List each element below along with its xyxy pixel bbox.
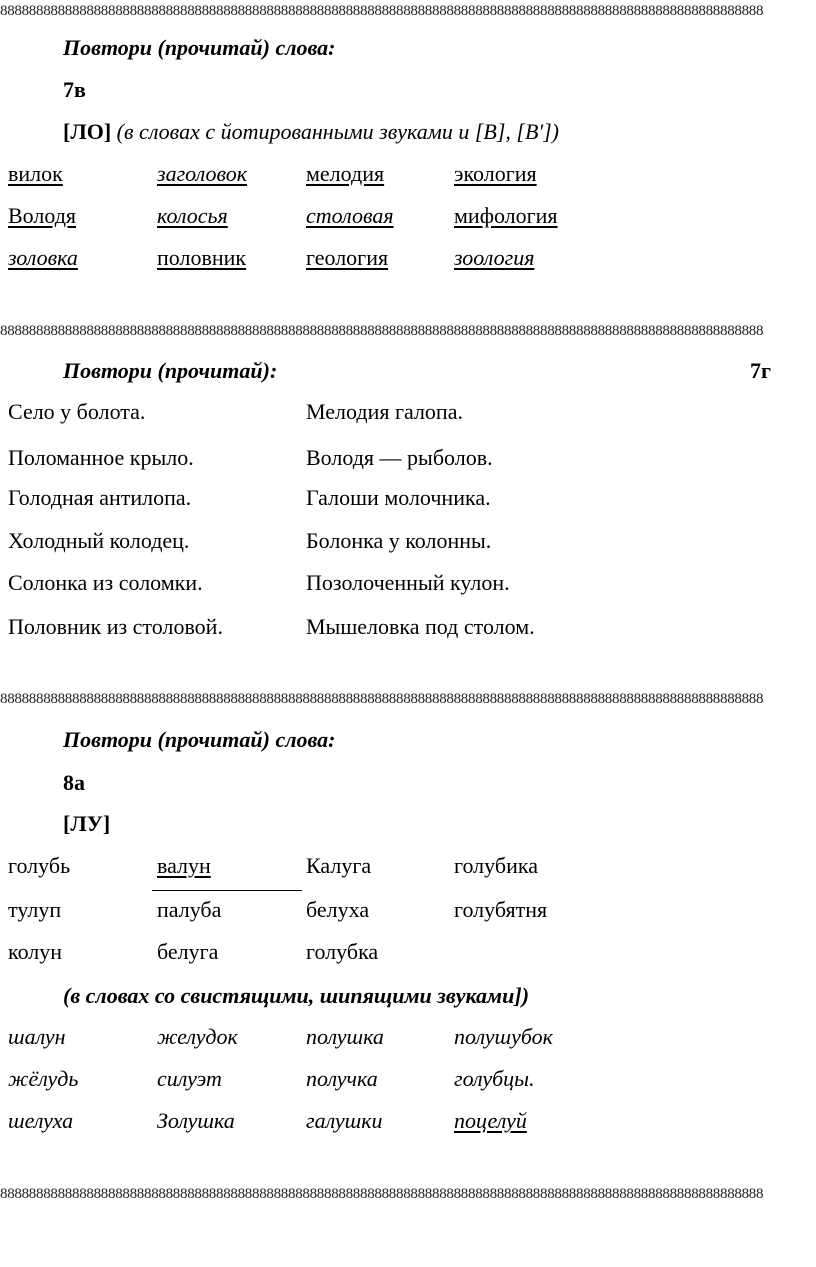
word-paluba: палуба: [157, 897, 222, 922]
separator-3: 8888888888888888888888888888888888888888888888888888888888888888888888888888888888888888888888888888888888: [0, 1186, 764, 1202]
word-zoologiya: зоология: [454, 245, 535, 270]
word-geologiya: геология: [306, 245, 389, 270]
section-7g-code: 7г: [750, 358, 771, 383]
phrase-right-1: Мелодия галопа.: [306, 399, 463, 424]
word-potseluy: поцелуй: [454, 1108, 527, 1133]
word-golubika: голубика: [454, 853, 538, 878]
word-kolun: колун: [8, 939, 63, 964]
phrase-left-5: Солонка из соломки.: [8, 570, 203, 595]
section-8a-heading: Повтори (прочитай) слова:: [63, 727, 336, 752]
phrase-left-4: Холодный колодец.: [8, 528, 190, 553]
section-7v-code: 7в: [63, 77, 86, 102]
word-valun: валун: [157, 853, 211, 878]
word-zolushka: Золушка: [157, 1108, 235, 1133]
phrase-right-6: Мышеловка под столом.: [306, 614, 535, 639]
section-7v-note: (в словах с йотированными звуками и [В], [В']): [116, 119, 559, 144]
word-poluchka: получка: [306, 1066, 378, 1091]
section-8a-note: (в словах со свистящими, шипящими звуками]): [63, 983, 530, 1008]
phrase-right-4: Болонка у колонны.: [306, 528, 492, 553]
word-golubtsy: голубцы.: [454, 1066, 535, 1091]
separator-1: 8888888888888888888888888888888888888888888888888888888888888888888888888888888888888888888888888888888888: [0, 323, 764, 339]
underline-rule: [152, 890, 302, 891]
phrase-right-5: Позолоченный кулон.: [306, 570, 510, 595]
word-polushubok: полушубок: [454, 1024, 553, 1049]
word-kaluga: Калуга: [306, 853, 372, 878]
word-melodiya: мелодия: [306, 161, 385, 186]
word-zholud: жёлудь: [8, 1066, 79, 1091]
word-shalun: шалун: [8, 1024, 66, 1049]
word-zagolovok: заголовок: [157, 161, 248, 186]
word-stolovaya: столовая: [306, 203, 394, 228]
section-8a-code: 8а: [63, 770, 85, 795]
separator-2: 8888888888888888888888888888888888888888888888888888888888888888888888888888888888888888888888888888888888: [0, 691, 764, 707]
phrase-left-1: Село у болота.: [8, 399, 146, 424]
word-belukha: белуха: [306, 897, 370, 922]
word-zheludok: желудок: [157, 1024, 238, 1049]
section-7v-sound: [ЛО]: [63, 119, 112, 144]
word-beluga: белуга: [157, 939, 219, 964]
word-golubyatnya: голубятня: [454, 897, 548, 922]
phrase-right-3: Галоши молочника.: [306, 485, 491, 510]
word-vilok: вилок: [8, 161, 63, 186]
separator-top: 8888888888888888888888888888888888888888888888888888888888888888888888888888888888888888888888888888888888: [0, 3, 764, 19]
word-polovnik: половник: [157, 245, 247, 270]
phrase-left-3: Голодная антилопа.: [8, 485, 192, 510]
phrase-left-2: Поломанное крыло.: [8, 445, 194, 470]
word-galushki: галушки: [306, 1108, 383, 1133]
word-tulup: тулуп: [8, 897, 62, 922]
word-ekologiya: экология: [454, 161, 537, 186]
phrase-left-6: Половник из столовой.: [8, 614, 223, 639]
word-siluet: силуэт: [157, 1066, 222, 1091]
section-7g-heading: Повтори (прочитай):: [63, 358, 278, 383]
word-volodya: Володя: [8, 203, 77, 228]
word-mifologiya: мифология: [454, 203, 558, 228]
section-7v-heading: Повтори (прочитай) слова:: [63, 35, 336, 60]
word-polushka: полушка: [306, 1024, 384, 1049]
phrase-right-2: Володя — рыболов.: [306, 445, 493, 470]
word-shelukha: шелуха: [8, 1108, 74, 1133]
word-golubka: голубка: [306, 939, 379, 964]
word-golub: голубь: [8, 853, 71, 878]
section-7v-sound-line: [63, 119, 559, 145]
section-8a-sound: [ЛУ]: [63, 811, 111, 836]
word-kolosya: колосья: [157, 203, 228, 228]
word-zolovka: золовка: [8, 245, 78, 270]
